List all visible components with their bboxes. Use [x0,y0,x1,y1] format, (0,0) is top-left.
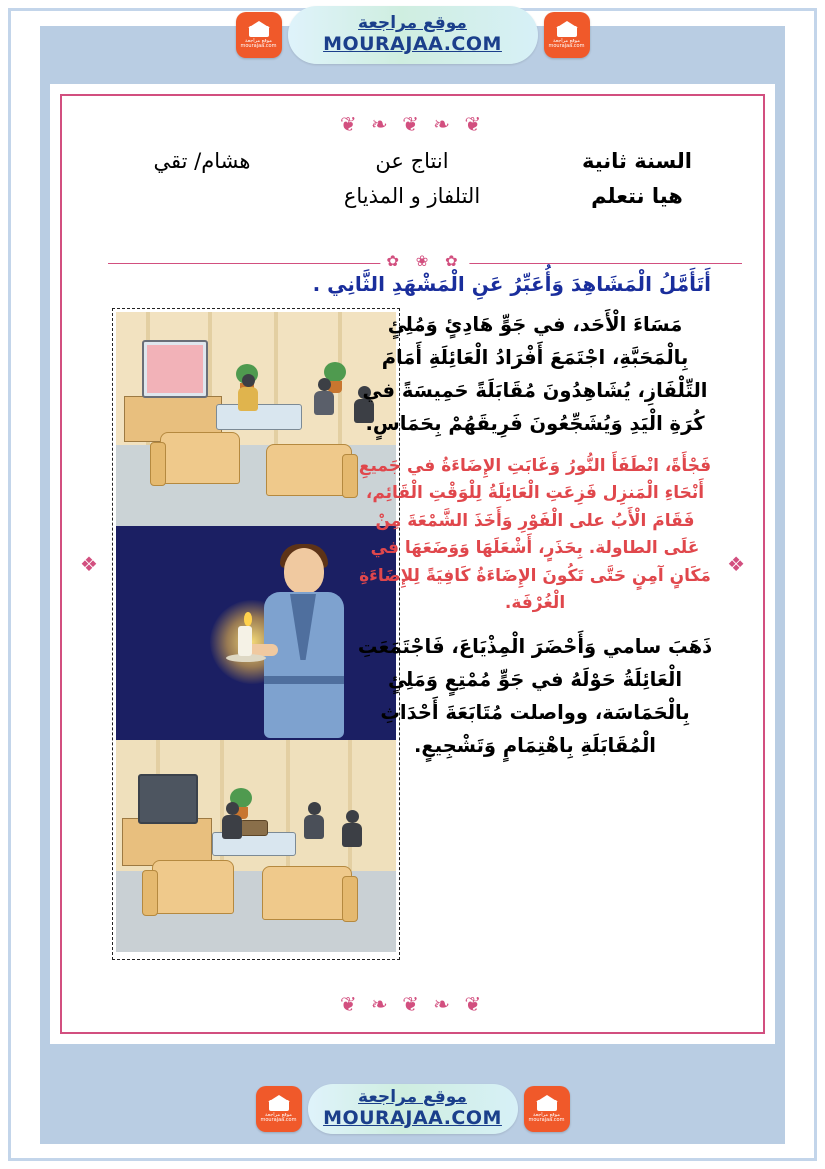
logo-caption-left: موقع مراجعة mourajaa.com [548,37,585,49]
mourajaa-logo-icon-right [236,12,282,58]
bottom-banner-arabic-title: موقع مراجعة [358,1087,467,1108]
subtitle-label: هيا نتعلم [591,183,683,208]
bottom-banner [0,1078,825,1140]
author-label: هشام/ تقي [153,149,251,173]
person-figure [340,810,366,852]
candle-icon [238,626,252,656]
top-banner-arabic-title: موقع مراجعة [358,13,467,34]
sofa [266,444,352,496]
header-author-block [122,144,282,179]
scene-2-candle [116,526,396,740]
belt [264,676,344,684]
bottom-banner-pill[interactable] [308,1084,518,1134]
house-icon [556,21,578,37]
mourajaa-logo-icon-right [256,1086,302,1132]
header-grade-block [542,144,732,213]
passage-text-column [355,308,715,774]
tv-cabinet [122,818,212,866]
worksheet-body [92,308,733,968]
topic-line-2: التلفاز و المذياع [343,183,481,208]
television-off-icon [138,774,198,824]
logo-caption-left: موقع مراجعة mourajaa.com [528,1111,565,1123]
person-figure [302,802,328,844]
father-figure [254,548,364,738]
logo-caption-right: موقع مراجعة mourajaa.com [260,1111,297,1123]
top-banner [0,4,825,66]
house-icon [268,1095,290,1111]
mourajaa-logo-icon-left [524,1086,570,1132]
ornament-right: ❖ [727,552,745,576]
sofa [262,866,352,920]
scene-3-radio-room [116,740,396,952]
divider-ornament: ✿ ❀ ✿ [380,252,469,270]
logo-caption-right: موقع مراجعة mourajaa.com [240,37,277,49]
house-icon [248,21,270,37]
television-icon [142,340,208,398]
worksheet-decorative-frame [60,94,765,1034]
paragraph-2: فَجْأَةً، انْطَفَأَ النُّورُ وَغَابَتِ الإِضَاءَةُ في جَميعِ أَنْحَاءِ الْمَنزِل فَزِعَتِ الْعَائِلَةُ لِلْوَقْتِ الْقَائِم، فَقَامَ الْأَبُ على الْفَوْرِ وَأَخَذَ الشَّمْعَةَ مِنْ عَلَى الطاولة. بِحَذَرٍ، أَشْعَلَهَا وَوَضَعَهَا في مَكَانٍ آمِنٍ حَتَّى تَكُونَ الإِضَاءَةُ كَافِيَةً لِلإِضَاءَةِ الْغُرْفَة. [358,455,712,614]
instruction-text: أَتَأَمَّلُ الْمَشَاهِدَ وَأُعَبِّرُ عَنِ الْمَشْهَدِ الثَّانِي . [312,272,711,296]
house-icon [536,1095,558,1111]
sofa [160,432,240,484]
person-figure [220,802,246,844]
person-figure [236,374,262,416]
header-divider [108,252,742,270]
worksheet-header [122,144,732,254]
mourajaa-logo-icon-left [544,12,590,58]
grade-label: السنة ثانية [581,149,693,173]
flame-icon [244,612,252,626]
ornament-left: ❖ [80,552,98,576]
ornament-top-row: ❦ ❧ ❦ ❧ ❦ [339,112,486,136]
person-figure [312,378,338,420]
bottom-banner-url: MOURAJAA.COM [323,1106,502,1129]
header-topic-block [307,144,517,213]
paragraph-1: مَسَاءَ الْأَحَد، في جَوٍّ هَادِئٍ وَمُلِئٍ بِالْمَحَبَّةِ، اجْتَمَعَ أَفْرَادُ الْعَائِلَةِ أَمَامَ التِّلْفَازِ، يُشَاهِدُونَ مُقَابَلَةً حَمِيسَةً في كُرَةِ الْيَدِ وَيُشَجِّعُونَ فَرِيقَهُمْ بِحَمَاسٍ. [362,313,708,436]
topic-line-1: انتاج عن [375,149,449,173]
paragraph-3: ذَهَبَ سامي وَأَحْضَرَ الْمِذْيَاعَ، فَاجْتَمَعَتِ الْعَائِلَةُ حَوْلَهُ في جَوٍّ مُمْتِعٍ وَمَلِئٍ بِالْحَمَاسَة، وواصلت مُتَابَعَةَ أَحْدَاثِ الْمُقَابَلَةِ بِاهْتِمَامٍ وَتَشْجِيعٍ. [357,634,713,758]
head [284,548,324,594]
top-banner-url: MOURAJAA.COM [323,32,502,55]
top-banner-pill[interactable] [288,6,538,64]
worksheet-card [50,84,775,1044]
ornament-bottom-row: ❦ ❧ ❦ ❧ ❦ [339,992,486,1016]
scene-1-tv-room [116,312,396,526]
sofa [152,860,234,914]
